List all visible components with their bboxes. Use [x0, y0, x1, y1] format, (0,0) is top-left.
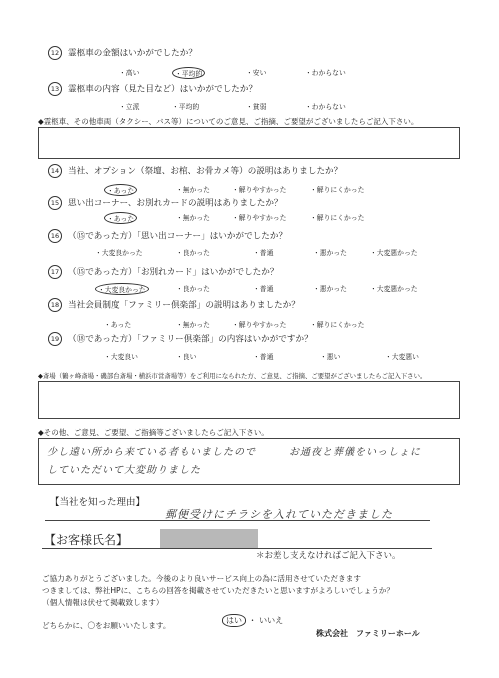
- q18-option-2[interactable]: ・解りやすかった: [232, 321, 287, 329]
- comment-hearse-box[interactable]: [38, 127, 460, 159]
- choose-instruction: どちらかに、〇をお願いいたします。: [42, 621, 171, 630]
- publish-choice: [222, 615, 283, 626]
- name-redacted: [160, 529, 258, 549]
- q19-option-1[interactable]: ・良い: [176, 353, 197, 361]
- q17-option-0-selected[interactable]: ・大変良かった: [95, 283, 149, 295]
- q16-option-0[interactable]: ・大変良かった: [95, 249, 143, 257]
- question-number: 15: [48, 196, 62, 210]
- question-text: 当社会員制度「ファミリー倶楽部」の説明はありましたか？: [68, 300, 300, 311]
- question-number: 14: [48, 164, 62, 178]
- question-text: 霊柩車の内容（見た目など）はいかがでしたか？: [68, 84, 258, 95]
- question-number: 18: [48, 298, 62, 312]
- q13-option-1[interactable]: ・平均的: [172, 103, 200, 111]
- choice-separator: ・: [248, 616, 257, 625]
- comment-hearse-label: ◆霊柩車、その他車両（タクシー、バス等）についてのご意見、ご指摘、ご要望がございましたらご記入下さい。: [38, 117, 419, 126]
- footer-line-2: つきましては、弊社HPに、こちらの回答を掲載させていただきたいと思いますがよろしいでしょうか？: [42, 586, 395, 595]
- question-text: 当社、オプション（祭壇、お棺、お骨カメ等）の説明はありましたか？: [68, 166, 343, 177]
- q16-option-4[interactable]: ・大変悪かった: [370, 249, 418, 257]
- comment-other-box[interactable]: [38, 438, 460, 485]
- comment-venue-label: ◆斎場（鶴ヶ峰斎場・磯部台斎場・横浜市営斎場等）をご利用になられた方、ご意見、ご指摘、ご要望がございましたらご記入下さい。: [38, 372, 427, 380]
- choice-yes-selected[interactable]: はい: [222, 614, 246, 627]
- q12-option-0[interactable]: ・高い: [119, 69, 140, 77]
- q17-option-3[interactable]: ・悪かった: [313, 285, 347, 293]
- q12-option-2[interactable]: ・安い: [246, 69, 267, 77]
- reason-value: 郵便受けにチラシを入れていただきました: [165, 508, 393, 521]
- q18-option-1[interactable]: ・無かった: [176, 321, 210, 329]
- question-number: 19: [48, 332, 62, 346]
- question-text: （⑮であった方）「お別れカード」はいかがでしたか？: [68, 267, 279, 278]
- question-number: 13: [48, 82, 62, 96]
- question-text: 霊柩車の金額はいかがでしたか？: [68, 48, 197, 59]
- handwritten-comment-line-1: 少し遠い所から来ている者もいましたので お通夜と葬儀をいっしょに: [47, 447, 421, 458]
- q19-option-3[interactable]: ・悪い: [320, 353, 341, 361]
- name-label-text: お客様氏名: [56, 533, 117, 547]
- reason-label-text: 当社を知った理由: [59, 497, 136, 508]
- q19-option-4[interactable]: ・大変悪い: [385, 353, 419, 361]
- handwritten-comment-line-2: していただいて大変助りました: [47, 465, 201, 476]
- company-name: 株式会社 ファミリーホール: [316, 629, 420, 638]
- question-number: 17: [48, 265, 62, 279]
- q19-option-0[interactable]: ・大変良い: [104, 353, 138, 361]
- q15-option-2[interactable]: ・解りやすかった: [232, 214, 287, 222]
- question-number: 16: [48, 229, 62, 243]
- question-14: [48, 164, 342, 178]
- choice-no[interactable]: いいえ: [259, 616, 284, 625]
- name-note: ＊お差し支えなければご記入下さい。: [256, 551, 401, 561]
- q13-option-2[interactable]: ・貧弱: [246, 103, 267, 111]
- q12-option-3[interactable]: ・わからない: [305, 69, 346, 77]
- question-text: （⑮であった方）「思い出コーナー」はいかがでしたか？: [68, 231, 288, 242]
- q14-option-0-selected[interactable]: ・あった: [104, 184, 137, 196]
- q13-option-3[interactable]: ・わからない: [305, 103, 346, 111]
- question-number: 12: [48, 46, 62, 60]
- q17-option-4[interactable]: ・大変悪かった: [370, 285, 418, 293]
- question-16: [48, 229, 287, 243]
- question-18: [48, 298, 300, 312]
- footer-line-1: ご協力ありがとうございました。今後のより良いサービス向上の為に活用させていただきます: [42, 574, 361, 583]
- q16-option-2[interactable]: ・普通: [253, 249, 274, 257]
- q15-option-3[interactable]: ・解りにくかった: [310, 214, 365, 222]
- question-17: [48, 265, 278, 279]
- q14-option-2[interactable]: ・解りやすかった: [232, 186, 287, 194]
- question-19: [48, 332, 313, 346]
- question-12: [48, 46, 197, 60]
- q14-option-1[interactable]: ・無かった: [176, 186, 210, 194]
- q15-option-1[interactable]: ・無かった: [176, 214, 210, 222]
- q18-option-3[interactable]: ・解りにくかった: [310, 321, 365, 329]
- reason-label: 【当社を知った理由】: [50, 497, 146, 508]
- question-text: 思い出コーナー、お別れカードの説明はありましたか？: [68, 198, 283, 209]
- q19-option-2[interactable]: ・普通: [253, 353, 274, 361]
- q17-option-1[interactable]: ・良かった: [176, 285, 210, 293]
- question-13: [48, 82, 257, 96]
- comment-venue-box[interactable]: [38, 381, 460, 419]
- reason-underline: [45, 520, 430, 521]
- q16-option-1[interactable]: ・良かった: [176, 249, 210, 257]
- question-text: （⑱であった方）「ファミリー倶楽部」の内容はいかがですか？: [68, 334, 313, 345]
- q12-option-1-selected[interactable]: ・平均的: [172, 67, 205, 79]
- footer-line-3: （個人情報は伏せて掲載致します）: [42, 598, 164, 607]
- q14-option-3[interactable]: ・解りにくかった: [310, 186, 365, 194]
- q13-option-0[interactable]: ・立派: [119, 103, 140, 111]
- q17-option-2[interactable]: ・普通: [253, 285, 274, 293]
- q18-option-0[interactable]: ・あった: [104, 321, 132, 329]
- comment-other-label: ◆その他、ご意見、ご要望、ご指摘等ございましたらご記入下さい。: [38, 428, 269, 437]
- name-label: 【お客様氏名】: [44, 533, 129, 547]
- question-15: [48, 196, 283, 210]
- q15-option-0-selected[interactable]: ・あった: [104, 212, 137, 224]
- q16-option-3[interactable]: ・悪かった: [313, 249, 347, 257]
